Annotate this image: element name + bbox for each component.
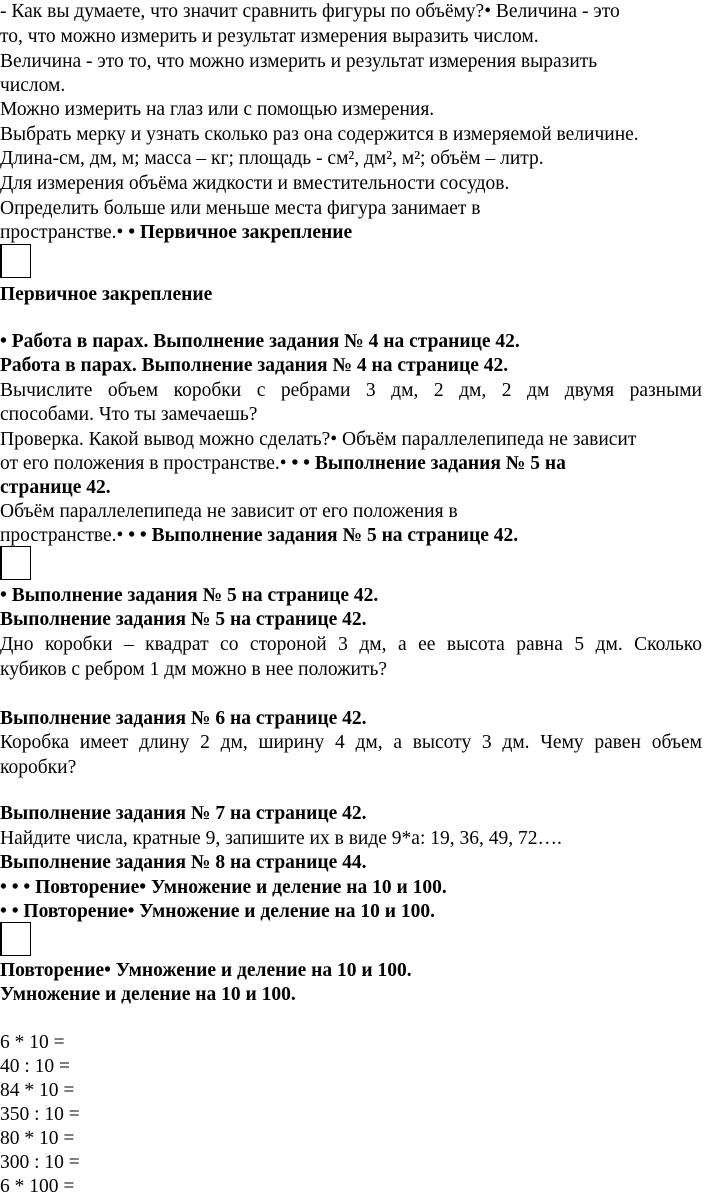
text-line: числом. <box>0 75 66 96</box>
text-fragment: пространстве.• <box>0 525 129 546</box>
text-line: коробки? <box>0 757 77 778</box>
exercise-item: 40 : 10 = <box>0 1056 71 1077</box>
section-heading: Выполнение задания № 7 на странице 42. <box>0 803 367 824</box>
text-line: Проверка. Какой вывод можно сделать?• Объём параллелепипеда не зависит <box>0 429 637 450</box>
section-heading: Выполнение задания № 8 на странице 44. <box>0 852 367 873</box>
section-heading: Выполнение задания № 5 на странице 42. <box>0 609 367 630</box>
section-heading: Выполнение задания № 6 на странице 42. <box>0 708 367 729</box>
text-line: Величина - это то, что можно измерить и результат измерения выразить <box>0 51 598 72</box>
exercise-item: 350 : 10 = <box>0 1104 80 1125</box>
section-heading: • Выполнение задания № 5 на странице 42. <box>0 585 379 606</box>
exercise-item: 300 : 10 = <box>0 1152 80 1173</box>
text-line: то, что можно измерить и результат измерения выразить числом. <box>0 26 539 47</box>
image-placeholder-box <box>0 922 31 956</box>
section-heading: • • • Повторение• Умножение и деление на 10 и 100. <box>0 877 447 898</box>
text-line <box>0 221 352 246</box>
text-line <box>0 452 566 477</box>
text-line: способами. Что ты замечаешь? <box>0 404 258 425</box>
image-placeholder-box <box>0 244 31 278</box>
section-heading-inline: • • Выполнение задания № 5 на <box>291 453 566 474</box>
section-heading-inline: • • Выполнение задания № 5 на странице 42. <box>128 525 519 546</box>
text-line: Для измерения объёма жидкости и вместительности сосудов. <box>0 173 510 194</box>
text-line: Можно измерить на глаз или с помощью измерения. <box>0 99 435 120</box>
section-heading-inline: • Первичное закрепление <box>128 222 353 243</box>
text-line: кубиков с ребром 1 дм можно в нее положить? <box>0 659 388 680</box>
section-heading: Первичное закрепление <box>0 284 213 305</box>
text-line: Длина-см, дм, м; масса – кг; площадь - см², дм², м²; объём – литр. <box>0 148 544 169</box>
section-heading: Повторение• Умножение и деление на 10 и 100. <box>0 960 412 981</box>
exercise-item: 80 * 10 = <box>0 1128 75 1149</box>
text-line: Объём параллелепипеда не зависит от его положения в <box>0 501 458 522</box>
text-line: - Как вы думаете, что значит сравнить фигуры по объёму?• Величина - это <box>0 1 620 22</box>
text-line <box>0 524 518 549</box>
text-fragment: от его положения в пространстве.• <box>0 453 292 474</box>
section-heading: • • Повторение• Умножение и деление на 10 и 100. <box>0 901 436 922</box>
section-heading: странице 42. <box>0 477 111 498</box>
text-line: Коробка имеет длину 2 дм, ширину 4 дм, а высоту 3 дм. Чему равен объем <box>0 732 702 753</box>
text-line: Найдите числа, кратные 9, запишите их в виде 9*а: 19, 36, 49, 72…. <box>0 828 562 849</box>
section-heading: Умножение и деление на 10 и 100. <box>0 984 296 1005</box>
exercise-item: 6 * 10 = <box>0 1032 65 1053</box>
text-line: Дно коробки – квадрат со стороной 3 дм, а ее высота равна 5 дм. Сколько <box>0 634 702 655</box>
text-fragment: пространстве.• <box>0 222 129 243</box>
exercise-item: 84 * 10 = <box>0 1080 75 1101</box>
exercise-item: 6 * 100 = <box>0 1176 75 1197</box>
section-heading: Работа в парах. Выполнение задания № 4 на странице 42. <box>0 355 509 376</box>
text-line: Выбрать мерку и узнать сколько раз она содержится в измеряемой величине. <box>0 124 639 145</box>
section-heading: • Работа в парах. Выполнение задания № 4 на странице 42. <box>0 331 520 352</box>
text-line: Вычислите объем коробки с ребрами 3 дм, 2 дм, 2 дм двумя разными <box>0 380 702 401</box>
text-line: Определить больше или меньше места фигура занимает в <box>0 198 481 219</box>
image-placeholder-box <box>0 546 31 580</box>
